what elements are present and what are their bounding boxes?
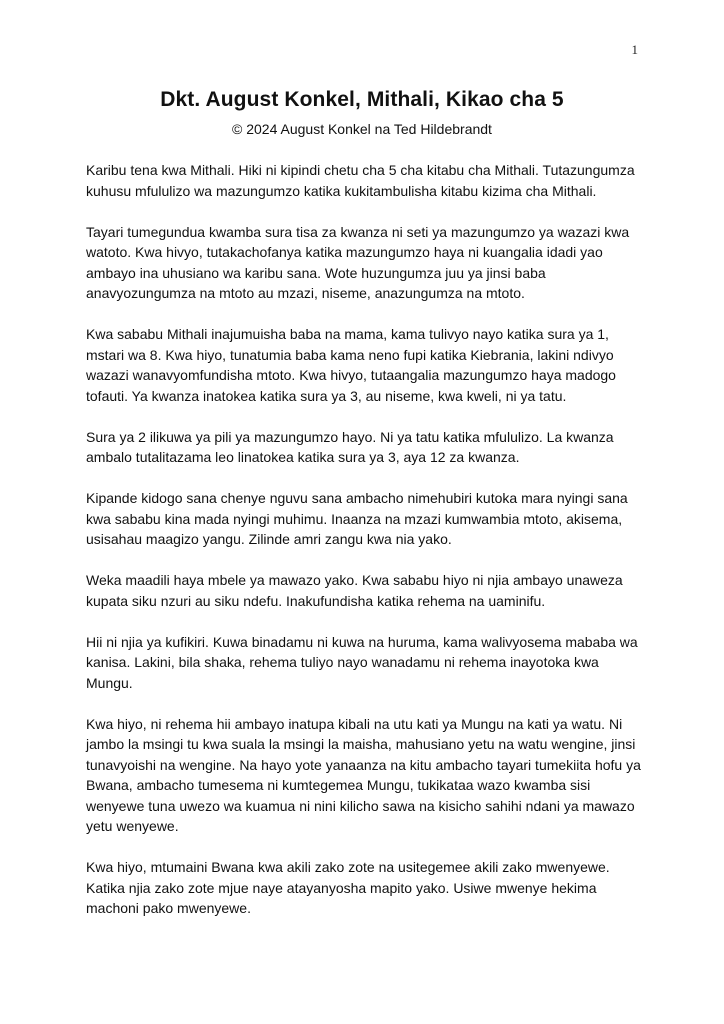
paragraph: Sura ya 2 ilikuwa ya pili ya mazungumzo hayo. Ni ya tatu katika mfululizo. La kwanza ambalo tutalitazama leo linatokea katika sura ya 3, aya 12 za kwanza. [86,428,614,465]
document-body [86,160,646,939]
paragraph: Weka maadili haya mbele ya mawazo yako. Kwa sababu hiyo ni njia ambayo unaweza kupata siku nzuri au siku ndefu. Inakufundisha katika rehema na uaminifu. [86,572,623,609]
document-title: Dkt. August Konkel, Mithali, Kikao cha 5 [160,88,564,111]
paragraph: Kwa hiyo, mtumaini Bwana kwa akili zako zote na usitegemee akili zako mwenyewe. Katika njia zako zote mjue naye atayanyosha mapito yako. Usiwe mwenye hekima machoni pako mwenyewe. [86,859,610,916]
paragraph: Kwa sababu Mithali inajumuisha baba na mama, kama tulivyo nayo katika sura ya 1, mstari wa 8. Kwa hiyo, tunatumia baba kama neno fupi katika Kiebrania, lakini ndivyo wazazi wanavyomfundisha mtoto. Kwa hivyo, tutaangalia mazungumzo haya madogo tofauti. Ya kwanza inatokea katika sura ya 3, au niseme, kwa kweli, ni ya tatu. [86,326,616,404]
paragraph: Tayari tumegundua kwamba sura tisa za kwanza ni seti ya mazungumzo ya wazazi kwa watoto. Kwa hivyo, tutakachofanya katika mazungumzo haya ni kuangalia idadi yao ambayo ina uhusiano wa karibu sana. Wote huzungumza juu ya jinsi baba anavyozungumza na mtoto au mzazi, niseme, anazungumza na mtoto. [86,223,630,301]
paragraph: Hii ni njia ya kufikiri. Kuwa binadamu ni kuwa na huruma, kama walivyosema mababa wa kanisa. Lakini, bila shaka, rehema tuliyo nayo wanadamu ni rehema inayotoka kwa Mungu. [86,633,638,691]
copyright-line: © 2024 August Konkel na Ted Hildebrandt [232,121,492,137]
page-number: 1 [631,42,638,57]
paragraph: Kipande kidogo sana chenye nguvu sana ambacho nimehubiri kutoka mara nyingi sana kwa sababu kina mada nyingi muhimu. Inaanza na mzazi kumwambia mtoto, akisema, usisahau maagizo yangu. Zilinde amri zangu kwa nia yako. [86,490,628,547]
paragraph: Karibu tena kwa Mithali. Hiki ni kipindi chetu cha 5 cha kitabu cha Mithali. Tutazungumza kuhusu mfululizo wa mazungumzo katika kukitambulisha kitabu kizima cha Mithali. [86,162,635,199]
paragraph: Kwa hiyo, ni rehema hii ambayo inatupa kibali na utu kati ya Mungu na kati ya watu. Ni jambo la msingi tu kwa suala la msingi la maisha, mahusiano yetu na watu wengine, jinsi tunavyoishi na wengine. Na hayo yote yanaanza na kitu ambacho tayari tumekiita hofu ya Bwana, ambacho tumesema ni kumtegemea Mungu, tukikataa wazo kwamba sisi wenyewe tuna uwezo wa kuamua ni nini kilicho sawa na kisicho sahihi ndani ya mawazo yetu wenyewe. [86,715,641,834]
